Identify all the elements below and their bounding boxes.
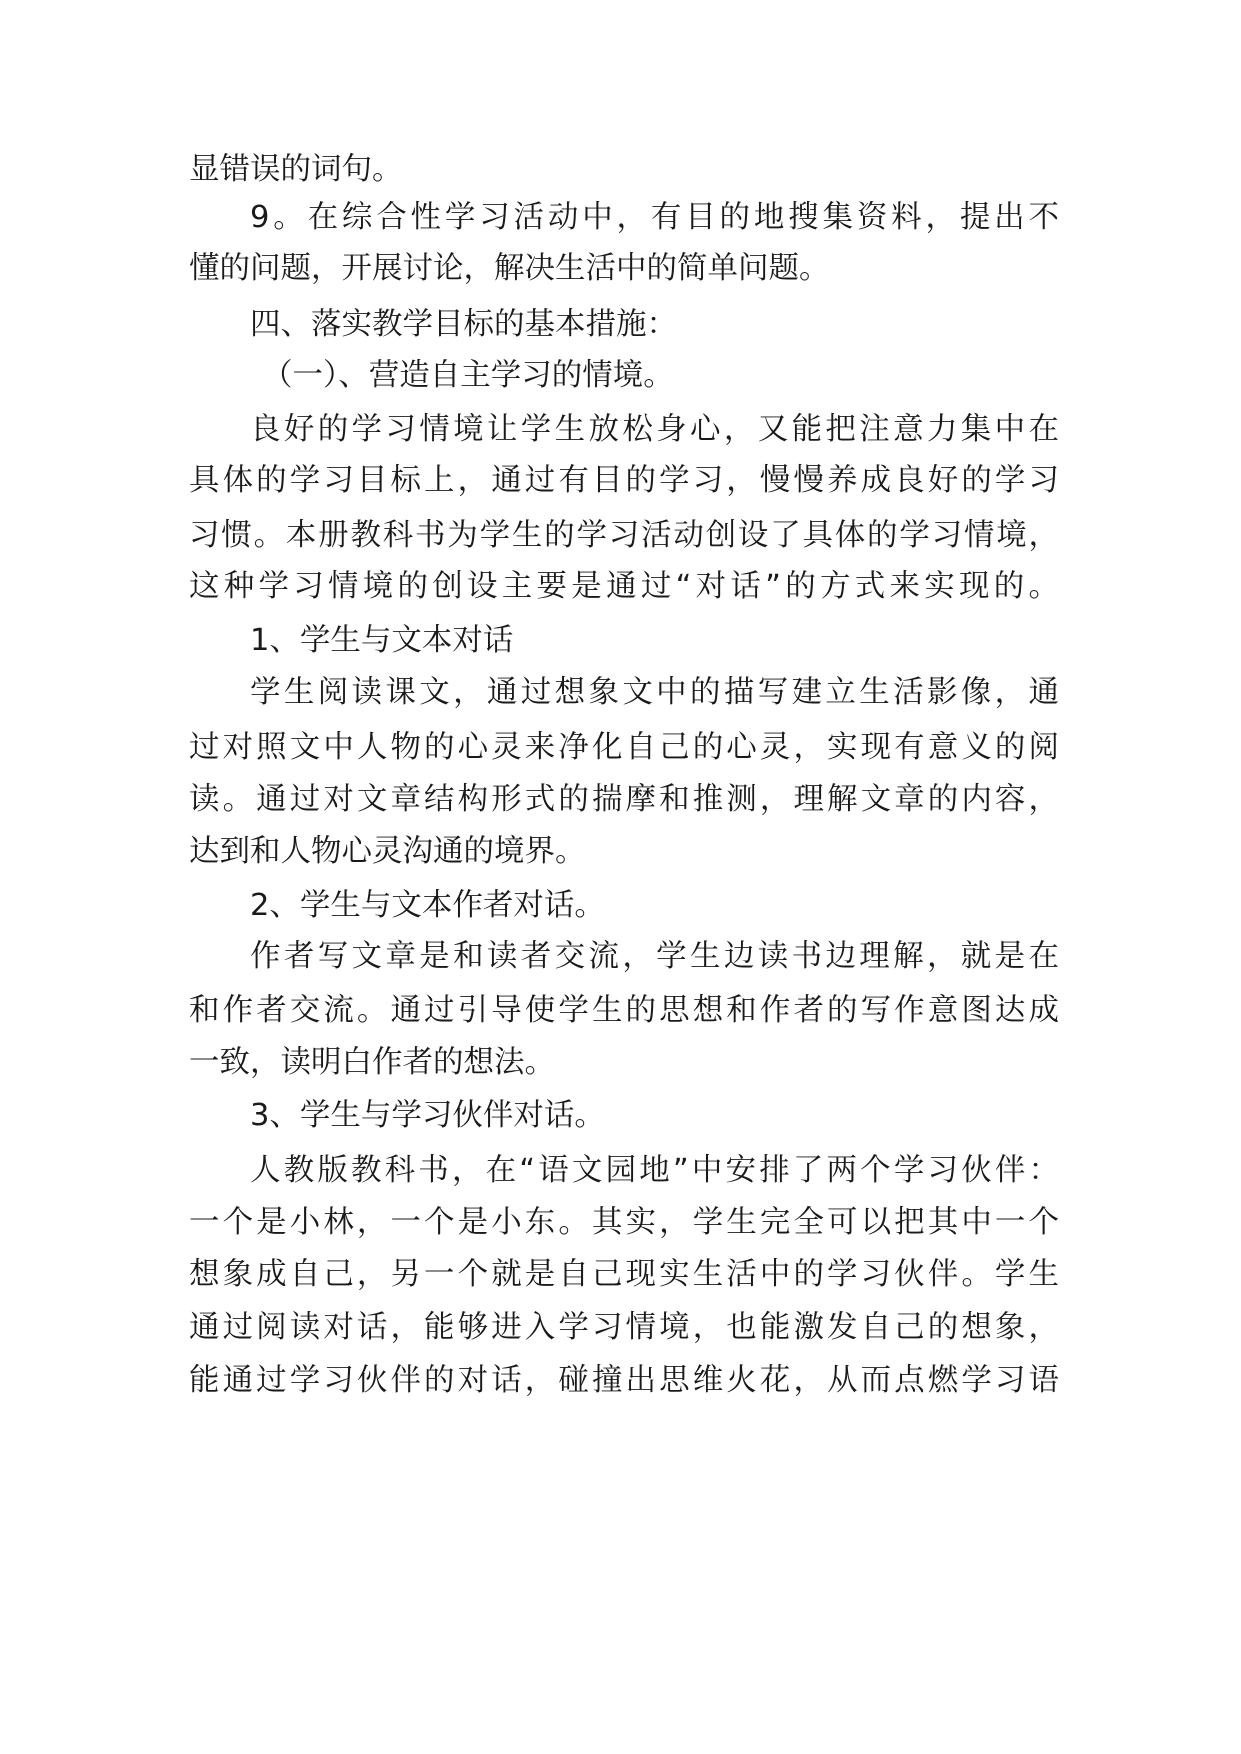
text-line: 一致，读明白作者的想法。 [189,1045,555,1080]
subsection-heading: 1、学生与文本对话 [250,623,514,658]
text-line: 人教版教科书，在“语文园地”中安排了两个学习伙伴： [250,1153,1059,1188]
text-line: 想象成自己，另一个就是自己现实生活中的学习伙伴。学生 [189,1257,1059,1292]
text-line: 通过阅读对话，能够进入学习情境，也能激发自己的想象， [189,1310,1059,1345]
text-line: 懂的问题，开展讨论，解决生活中的简单问题。 [189,251,830,286]
text-line: 作者写文章是和读者交流，学生边读书边理解，就是在 [250,939,1059,974]
text-line: 习惯。本册教科书为学生的学习活动创设了具体的学习情境， [189,518,1059,553]
text-line: 过对照文中人物的心灵来净化自己的心灵，实现有意义的阅 [189,730,1059,765]
text-line: 良好的学习情境让学生放松身心，又能把注意力集中在 [250,412,1059,447]
subsection-heading: 3、学生与学习伙伴对话。 [250,1098,605,1133]
section-heading: 四、落实教学目标的基本措施： [250,307,677,342]
text-line: 具体的学习目标上，通过有目的学习，慢慢养成良好的学习 [189,463,1059,498]
text-line: 这种学习情境的创设主要是通过“对话”的方式来实现的。 [189,569,1059,604]
text-line: 能通过学习伙伴的对话，碰撞出思维火花，从而点燃学习语 [189,1363,1059,1398]
text-line: 和作者交流。通过引导使学生的思想和作者的写作意图达成 [189,993,1059,1028]
text-line: 9。在综合性学习活动中，有目的地搜集资料，提出不 [250,200,1059,235]
text-line: 达到和人物心灵沟通的境界。 [189,834,586,869]
text-line: 一个是小林，一个是小东。其实，学生完全可以把其中一个 [189,1205,1059,1240]
text-line: 显错误的词句。 [189,152,403,187]
text-line: 读。通过对文章结构形式的揣摩和推测，理解文章的内容， [189,782,1059,817]
text-line: 学生阅读课文，通过想象文中的描写建立生活影像，通 [250,675,1059,710]
subsection-heading: 2、学生与文本作者对话。 [250,888,605,923]
subsection-heading: （一）、营造自主学习的情境。 [262,358,674,393]
